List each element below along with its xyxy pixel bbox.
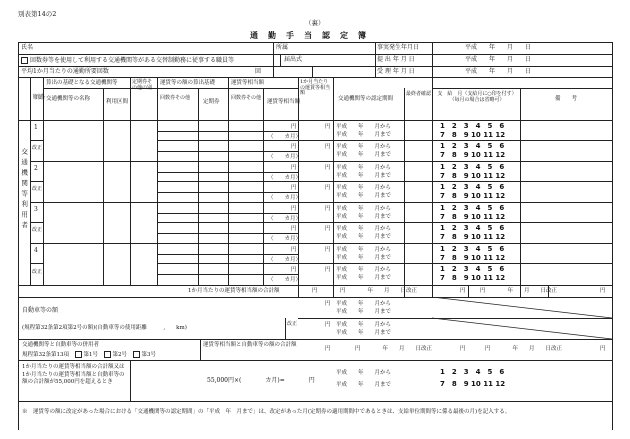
combo-opt2-label: 第2号 bbox=[112, 352, 128, 358]
row1-fare-months-b: （ カ月） bbox=[268, 154, 302, 160]
shift-checkbox[interactable] bbox=[21, 57, 28, 64]
col-period: 交通機関等の認定期間 bbox=[338, 96, 394, 102]
col-fixed-other: 定期券その他の別 bbox=[132, 79, 153, 91]
receipt-date-value: 平成 年 月 日 bbox=[465, 68, 532, 75]
combo-revision-a: 円 年 月 日改正 bbox=[355, 346, 433, 352]
row-kaisei-2: 改正 bbox=[32, 186, 43, 192]
row4-period-from-a: 平成 年 月から bbox=[336, 247, 392, 253]
row4-months-2b[interactable]: 7 8 9 10 11 12 bbox=[440, 274, 506, 282]
shift-days-label: 平均1か月当たりの通勤所要回数 bbox=[21, 68, 109, 75]
car-rule: (規程第32条第2項第2号の額)(自動車等の使用距離 , km) bbox=[22, 325, 187, 331]
form-id: 別表第14の2 bbox=[18, 10, 57, 18]
col-fixed-count: 回数券その他 bbox=[160, 95, 191, 101]
row3-months-1a[interactable]: 1 2 3 4 5 6 bbox=[440, 204, 505, 212]
row-kaisei-1: 改正 bbox=[32, 145, 43, 151]
car-kaisei: 改正 bbox=[287, 321, 298, 327]
total-label: 1か月当たりの運賃等相当額の合計額 bbox=[188, 288, 280, 294]
row2-period-to-b: 平成 年 月まで bbox=[336, 193, 392, 199]
row1-fare-yen-a: 円 bbox=[291, 124, 297, 130]
row3-months-2b[interactable]: 7 8 9 10 11 12 bbox=[440, 233, 506, 241]
name-label: 氏名 bbox=[21, 44, 34, 51]
col-calc-count: 回数券その他 bbox=[231, 95, 262, 101]
col-use-section: 利用区間 bbox=[106, 99, 129, 105]
col-notes: 備 考 bbox=[555, 96, 578, 102]
shift-days-unit: 回 bbox=[255, 68, 262, 75]
row1-months-1a[interactable]: 1 2 3 4 5 6 bbox=[440, 122, 505, 130]
row2-month-yen-b: 円 bbox=[325, 185, 331, 191]
event-date-label: 事実発生年月日 bbox=[377, 44, 420, 51]
row2-fare-yen-a: 円 bbox=[291, 165, 297, 171]
row1-period-to-b: 平成 年 月まで bbox=[336, 152, 392, 158]
row-number-3: 3 bbox=[34, 206, 38, 213]
row3-period-from-a: 平成 年 月から bbox=[336, 206, 392, 212]
combo-rule-row bbox=[22, 351, 156, 358]
col-calc-base: 運賃等の額の算出基礎 bbox=[160, 80, 216, 86]
office-label: 届出式 bbox=[284, 56, 303, 63]
receipt-date-label: 受 理 年 月 日 bbox=[377, 68, 415, 75]
row3-period-from-b: 平成 年 月から bbox=[336, 226, 392, 232]
row1-month-yen-b: 円 bbox=[325, 144, 331, 150]
dept-label: 所属 bbox=[276, 44, 289, 51]
row1-month-yen-a: 円 bbox=[325, 124, 331, 130]
row4-month-yen-b: 円 bbox=[325, 267, 331, 273]
row2-period-to-a: 平成 年 月まで bbox=[336, 173, 392, 179]
row1-fare-yen-b: 円 bbox=[291, 144, 297, 150]
row4-fare-yen-a: 円 bbox=[291, 247, 297, 253]
row4-period-to-a: 平成 年 月まで bbox=[336, 255, 392, 261]
row3-months-2a[interactable]: 7 8 9 10 11 12 bbox=[440, 213, 506, 221]
row3-period-to-b: 平成 年 月まで bbox=[336, 234, 392, 240]
limit-formula: 55,000円×( カ月)= 円 bbox=[207, 377, 315, 384]
col-base-fare-group: 算出の基礎となる交通機関等 bbox=[46, 80, 118, 86]
shift-checkbox-row[interactable] bbox=[21, 57, 234, 65]
row3-months-1b[interactable]: 1 2 3 4 5 6 bbox=[440, 224, 505, 232]
row1-fare-months-a: （ カ月） bbox=[268, 134, 302, 140]
row3-fare-months-a: （ カ月） bbox=[268, 216, 302, 222]
event-date-value: 平成 年 月 日 bbox=[465, 44, 532, 51]
car-diagonal-strikes bbox=[432, 297, 612, 339]
row1-months-1b[interactable]: 1 2 3 4 5 6 bbox=[440, 142, 505, 150]
combo-opt3-label: 第3号 bbox=[141, 352, 157, 358]
car-yen-a: 円 bbox=[325, 301, 331, 307]
row1-months-2a[interactable]: 7 8 9 10 11 12 bbox=[440, 131, 506, 139]
limit-months-2[interactable]: 7 8 9 10 11 12 bbox=[440, 380, 506, 388]
combo-yen-b: 円 bbox=[460, 346, 466, 352]
col-transport-name: 交通機関等の名称 bbox=[46, 96, 91, 102]
col-pay-months: 支 給 月（支給月に○印を付す）（毎月の場合は省略可） bbox=[437, 91, 517, 103]
total-revision-a: 円 年 月 日改正 bbox=[340, 288, 418, 294]
row3-month-yen-a: 円 bbox=[325, 206, 331, 212]
row-kaisei-3: 改正 bbox=[32, 227, 43, 233]
combo-opt1-label: 第1号 bbox=[83, 352, 99, 358]
row3-fare-yen-a: 円 bbox=[291, 206, 297, 212]
row2-fare-yen-b: 円 bbox=[291, 185, 297, 191]
page-title: 通 勤 手 当 認 定 簿 bbox=[250, 30, 367, 40]
limit-months-1[interactable]: 1 2 3 4 5 6 bbox=[440, 368, 505, 376]
total-yen-c: 円 bbox=[600, 288, 606, 294]
combo-revision-b: 円 年 月 日改正 bbox=[485, 346, 563, 352]
car-period-from-b: 平成 年 月から bbox=[336, 322, 392, 328]
footnote: ※ 運賃等の額に改定があった場合における「交通機関等の認定期間」の「平成 年 月まで」は、改定があった月(定期券の適用期間中であるときは、支給単位期間等に係る最後の月)を記入する。 bbox=[22, 409, 511, 415]
row4-month-yen-a: 円 bbox=[325, 247, 331, 253]
row3-period-to-a: 平成 年 月まで bbox=[336, 214, 392, 220]
car-yen-b: 円 bbox=[325, 322, 331, 328]
row4-period-from-b: 平成 年 月から bbox=[336, 267, 392, 273]
row2-period-from-a: 平成 年 月から bbox=[336, 165, 392, 171]
row1-period-from-a: 平成 年 月から bbox=[336, 124, 392, 130]
row4-months-1a[interactable]: 1 2 3 4 5 6 bbox=[440, 245, 505, 253]
row1-period-from-b: 平成 年 月から bbox=[336, 144, 392, 150]
row1-months-2b[interactable]: 7 8 9 10 11 12 bbox=[440, 151, 506, 159]
col-calc-fixed: 定期券 bbox=[203, 99, 220, 105]
section-label: 交通機関等利用者 bbox=[20, 148, 29, 232]
col-fare-total-header: 運賃等相当額 bbox=[231, 80, 265, 86]
combo-opt1-checkbox[interactable] bbox=[75, 351, 82, 358]
car-period-to-b: 平成 年 月まで bbox=[336, 330, 392, 336]
row4-period-to-b: 平成 年 月まで bbox=[336, 275, 392, 281]
col-fare-total: 運賃等相当額 bbox=[267, 99, 301, 105]
row3-fare-months-b: （ カ月） bbox=[268, 236, 302, 242]
row4-months-2a[interactable]: 7 8 9 10 11 12 bbox=[440, 254, 506, 262]
row4-fare-months-b: （ カ月） bbox=[268, 277, 302, 283]
car-label: 自動車等の額 bbox=[22, 307, 59, 314]
row2-fare-months-a: （ カ月） bbox=[268, 175, 302, 181]
row2-month-yen-a: 円 bbox=[325, 165, 331, 171]
total-revision-b: 円 年 月 日改正 bbox=[480, 288, 558, 294]
row4-fare-months-a: （ カ月） bbox=[268, 257, 302, 263]
row2-months-1a[interactable]: 1 2 3 4 5 6 bbox=[440, 163, 505, 171]
row-number-2: 2 bbox=[34, 165, 38, 172]
car-period-from-a: 平成 年 月から bbox=[336, 301, 392, 307]
submit-date-label: 提 出 年 月 日 bbox=[377, 56, 415, 63]
row2-months-2b[interactable]: 7 8 9 10 11 12 bbox=[440, 192, 506, 200]
limit-text: 1か月当たりの運賃等相当額の合計額又は1か月当たりの運賃等相当額と自動車等の額の合計額が55,000円を超えるとき bbox=[22, 364, 125, 386]
col-month-total: 1か月当たりの運賃等相当額 bbox=[300, 79, 331, 96]
combo-yen-c: 円 bbox=[600, 346, 606, 352]
row-kaisei-4: 改正 bbox=[32, 269, 43, 275]
submit-date-value: 平成 年 月 日 bbox=[465, 56, 532, 63]
row3-fare-yen-b: 円 bbox=[291, 226, 297, 232]
shift-checkbox-label: 回数券等を使用して利用する交通機関等がある交替制勤務に従事する職員等 bbox=[30, 57, 235, 64]
combo-sum-label: 運賃等相当額と自動車等の額の合計額 bbox=[203, 342, 297, 348]
col-checker: 最終者確認 bbox=[406, 91, 432, 97]
row2-months-2a[interactable]: 7 8 9 10 11 12 bbox=[440, 172, 506, 180]
combo-yen-a: 円 bbox=[325, 346, 331, 352]
row2-fare-months-b: （ カ月） bbox=[268, 195, 302, 201]
row4-fare-yen-b: 円 bbox=[291, 267, 297, 273]
combo-title: 交通機関等と自動車等の併用者 bbox=[22, 342, 100, 348]
row2-months-1b[interactable]: 1 2 3 4 5 6 bbox=[440, 183, 505, 191]
combo-opt3-checkbox[interactable] bbox=[133, 351, 140, 358]
row4-months-1b[interactable]: 1 2 3 4 5 6 bbox=[440, 265, 505, 273]
row2-period-from-b: 平成 年 月から bbox=[336, 185, 392, 191]
col-order: 順路 bbox=[33, 94, 46, 101]
combo-rule: 規程第32条第13項 bbox=[22, 352, 69, 358]
row-number-1: 1 bbox=[34, 124, 38, 131]
combo-opt2-checkbox[interactable] bbox=[104, 351, 111, 358]
row1-period-to-a: 平成 年 月まで bbox=[336, 132, 392, 138]
row3-month-yen-b: 円 bbox=[325, 226, 331, 232]
total-yen: 円 bbox=[312, 288, 318, 294]
limit-period-to: 平成 年 月まで bbox=[336, 382, 392, 388]
reverse-mark: （裏） bbox=[305, 19, 325, 27]
limit-period-from: 平成 年 月から bbox=[336, 370, 392, 376]
row-number-4: 4 bbox=[34, 247, 38, 254]
total-yen-b: 円 bbox=[460, 288, 466, 294]
car-period-to-a: 平成 年 月まで bbox=[336, 309, 392, 315]
